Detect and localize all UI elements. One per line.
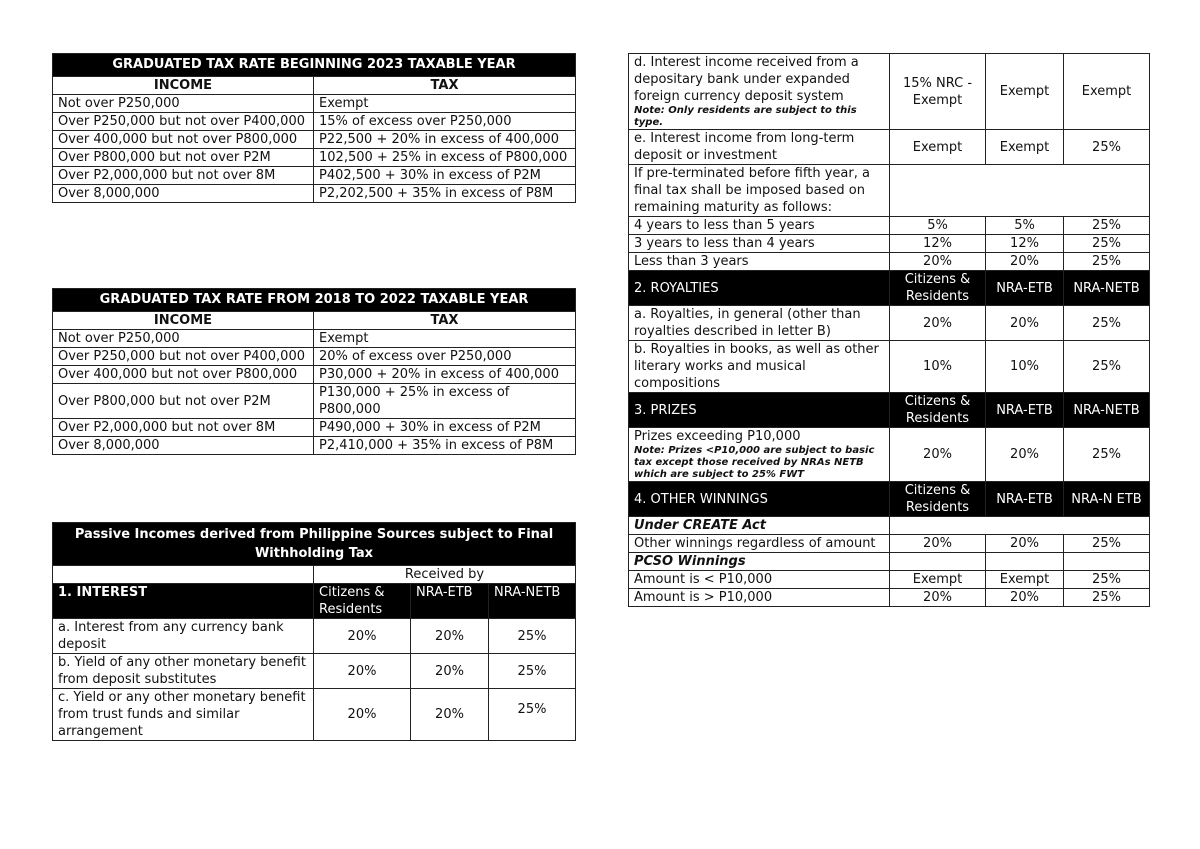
tax-cell: P22,500 + 20% in excess of 400,000 (314, 131, 576, 149)
tax-cell: 15% of excess over P250,000 (314, 113, 576, 131)
citizens-rate: 5% (890, 217, 986, 235)
table-row (629, 217, 1150, 235)
table-row (629, 130, 1150, 165)
nra-netb-rate: 25% (1064, 341, 1150, 393)
citizens-rate: Exempt (890, 571, 986, 589)
col-nra-etb-header: NRA-ETB (411, 584, 489, 619)
nra-etb-rate: 20% (411, 689, 489, 741)
table-row (53, 689, 576, 741)
fcds-note: Note: Only residents are subject to this type. (634, 105, 857, 128)
col-nra-netb-header: NRA-NETB (489, 584, 576, 619)
col-nra-netb-header: NRA-N ETB (1064, 482, 1150, 517)
row-label (629, 428, 890, 482)
pcso-row (629, 553, 1150, 571)
table-title-row (53, 289, 576, 312)
fcds-label: d. Interest income received from a depositary bank under expanded foreign currency deposit system (634, 55, 859, 104)
row-label: a. Interest from any currency bank deposit (53, 619, 314, 654)
col-income-header: INCOME (53, 77, 314, 95)
passive-income-table-continued (628, 53, 1150, 607)
income-cell: Over 8,000,000 (53, 185, 314, 203)
row-label: Less than 3 years (629, 253, 890, 271)
table-row (53, 330, 576, 348)
citizens-rate: 20% (890, 589, 986, 607)
table-row (53, 348, 576, 366)
blank-cell (1064, 553, 1150, 571)
table-row (53, 149, 576, 167)
col-citizens-header: Citizens & Residents (890, 393, 986, 428)
tax-cell: 20% of excess over P250,000 (314, 348, 576, 366)
citizens-rate: 20% (314, 619, 411, 654)
table-row (53, 437, 576, 455)
income-cell: Over P2,000,000 but not over 8M (53, 167, 314, 185)
table-row (53, 185, 576, 203)
nra-etb-rate: 20% (986, 428, 1064, 482)
row-label: Amount is < P10,000 (629, 571, 890, 589)
nra-netb-rate: 25% (1064, 130, 1150, 165)
prizes-label: Prizes exceeding P10,000 (634, 429, 801, 444)
col-income-header: INCOME (53, 312, 314, 330)
nra-netb-rate: 25% (489, 654, 576, 689)
nra-netb-rate: 25% (1064, 235, 1150, 253)
col-citizens-header: Citizens & Residents (314, 584, 411, 619)
prizes-heading: 3. PRIZES (629, 393, 890, 428)
citizens-rate: Exempt (890, 130, 986, 165)
income-cell: Over 8,000,000 (53, 437, 314, 455)
winnings-header-row (629, 482, 1150, 517)
tax-cell: P130,000 + 25% in excess of P800,000 (314, 384, 576, 419)
interest-header-row (53, 584, 576, 619)
preterm-row (629, 165, 1150, 217)
col-nra-etb-header: NRA-ETB (986, 271, 1064, 306)
blank-cell (890, 517, 1150, 535)
nra-netb-rate: Exempt (1064, 54, 1150, 130)
citizens-rate: 20% (890, 535, 986, 553)
income-cell: Over P2,000,000 but not over 8M (53, 419, 314, 437)
nra-etb-rate: 20% (986, 589, 1064, 607)
winnings-heading: 4. OTHER WINNINGS (629, 482, 890, 517)
table-row (53, 131, 576, 149)
nra-netb-rate: 25% (1064, 589, 1150, 607)
row-label: c. Yield or any other monetary benefit from trust funds and similar arrangement (53, 689, 314, 741)
nra-etb-rate: 20% (986, 253, 1064, 271)
table-header-row (53, 77, 576, 95)
table-row (53, 167, 576, 185)
citizens-rate: 20% (314, 654, 411, 689)
table-row (53, 113, 576, 131)
preterm-text: If pre-terminated before fifth year, a final tax shall be imposed based on remaining maturity as follows: (629, 165, 890, 217)
row-label: 3 years to less than 4 years (629, 235, 890, 253)
citizens-rate: 20% (314, 689, 411, 741)
nra-netb-rate: 25% (1064, 306, 1150, 341)
blank-cell (890, 165, 1150, 217)
income-cell: Not over P250,000 (53, 95, 314, 113)
pcso-label: PCSO Winnings (629, 553, 890, 571)
row-label (629, 54, 890, 130)
passive-income-table (52, 522, 576, 741)
row-label: 4 years to less than 5 years (629, 217, 890, 235)
table-row (629, 571, 1150, 589)
tax-cell: Exempt (314, 95, 576, 113)
table-row (629, 428, 1150, 482)
table-title-row (53, 523, 576, 566)
row-label: a. Royalties, in general (other than royalties described in letter B) (629, 306, 890, 341)
table-row (53, 619, 576, 654)
nra-netb-rate: 25% (489, 689, 576, 741)
nra-netb-rate: 25% (1064, 253, 1150, 271)
income-cell: Not over P250,000 (53, 330, 314, 348)
received-by-row (53, 566, 576, 584)
tax-cell: P2,202,500 + 35% in excess of P8M (314, 185, 576, 203)
income-cell: Over P250,000 but not over P400,000 (53, 113, 314, 131)
table-row (629, 589, 1150, 607)
table-title: GRADUATED TAX RATE BEGINNING 2023 TAXABLE YEAR (53, 54, 576, 77)
nra-etb-rate: 20% (411, 619, 489, 654)
table-row (629, 341, 1150, 393)
nra-etb-rate: 20% (986, 306, 1064, 341)
row-label: e. Interest income from long-term deposit or investment (629, 130, 890, 165)
blank-cell (986, 553, 1064, 571)
row-label: Amount is > P10,000 (629, 589, 890, 607)
table-row (629, 54, 1150, 130)
citizens-rate: 20% (890, 306, 986, 341)
prizes-header-row (629, 393, 1150, 428)
nra-netb-rate: 25% (1064, 428, 1150, 482)
table-row (629, 306, 1150, 341)
table-row (53, 654, 576, 689)
blank-cell (53, 566, 314, 584)
nra-etb-rate: Exempt (986, 571, 1064, 589)
prizes-note: Note: Prizes <P10,000 are subject to basic tax except those received by NRAs NETB which are subject to 25% FWT (634, 445, 875, 480)
nra-etb-rate: 12% (986, 235, 1064, 253)
table-row (53, 419, 576, 437)
col-nra-netb-header: NRA-NETB (1064, 393, 1150, 428)
col-nra-etb-header: NRA-ETB (986, 482, 1064, 517)
nra-etb-rate: 5% (986, 217, 1064, 235)
royalties-header-row (629, 271, 1150, 306)
income-cell: Over 400,000 but not over P800,000 (53, 366, 314, 384)
tax-cell: P490,000 + 30% in excess of P2M (314, 419, 576, 437)
tax-cell: Exempt (314, 330, 576, 348)
table-row (53, 95, 576, 113)
row-label: b. Royalties in books, as well as other literary works and musical compositions (629, 341, 890, 393)
table-row (629, 253, 1150, 271)
tax-cell: P2,410,000 + 35% in excess of P8M (314, 437, 576, 455)
table-header-row (53, 312, 576, 330)
citizens-rate: 15% NRC - Exempt (890, 54, 986, 130)
received-by-label: Received by (314, 566, 576, 584)
income-cell: Over P250,000 but not over P400,000 (53, 348, 314, 366)
create-act-row (629, 517, 1150, 535)
royalties-heading: 2. ROYALTIES (629, 271, 890, 306)
blank-cell (890, 553, 986, 571)
nra-etb-rate: 20% (411, 654, 489, 689)
nra-netb-rate: 25% (489, 619, 576, 654)
income-cell: Over P800,000 but not over P2M (53, 149, 314, 167)
table-row (53, 366, 576, 384)
passive-title: Passive Incomes derived from Philippine Sources subject to Final Withholding Tax (53, 523, 576, 566)
table-row (53, 384, 576, 419)
nra-etb-rate: 20% (986, 535, 1064, 553)
row-label: b. Yield of any other monetary benefit from deposit substitutes (53, 654, 314, 689)
tax-cell: P30,000 + 20% in excess of 400,000 (314, 366, 576, 384)
table-title: GRADUATED TAX RATE FROM 2018 TO 2022 TAXABLE YEAR (53, 289, 576, 312)
citizens-rate: 20% (890, 428, 986, 482)
tax-table-2018-2022 (52, 288, 576, 455)
col-citizens-header: Citizens & Residents (890, 271, 986, 306)
col-citizens-header: Citizens & Residents (890, 482, 986, 517)
citizens-rate: 20% (890, 253, 986, 271)
create-act-label: Under CREATE Act (629, 517, 890, 535)
table-row (629, 235, 1150, 253)
tax-cell: 102,500 + 25% in excess of P800,000 (314, 149, 576, 167)
nra-etb-rate: Exempt (986, 54, 1064, 130)
income-cell: Over P800,000 but not over P2M (53, 384, 314, 419)
row-label: Other winnings regardless of amount (629, 535, 890, 553)
col-tax-header: TAX (314, 77, 576, 95)
nra-netb-rate: 25% (1064, 571, 1150, 589)
table-row (629, 535, 1150, 553)
col-nra-netb-header: NRA-NETB (1064, 271, 1150, 306)
col-nra-etb-header: NRA-ETB (986, 393, 1064, 428)
table-title-row (53, 54, 576, 77)
nra-netb-rate: 25% (1064, 217, 1150, 235)
citizens-rate: 12% (890, 235, 986, 253)
interest-heading: 1. INTEREST (53, 584, 314, 619)
citizens-rate: 10% (890, 341, 986, 393)
tax-cell: P402,500 + 30% in excess of P2M (314, 167, 576, 185)
nra-etb-rate: Exempt (986, 130, 1064, 165)
nra-etb-rate: 10% (986, 341, 1064, 393)
tax-table-2023 (52, 53, 576, 203)
nra-netb-rate: 25% (1064, 535, 1150, 553)
col-tax-header: TAX (314, 312, 576, 330)
income-cell: Over 400,000 but not over P800,000 (53, 131, 314, 149)
